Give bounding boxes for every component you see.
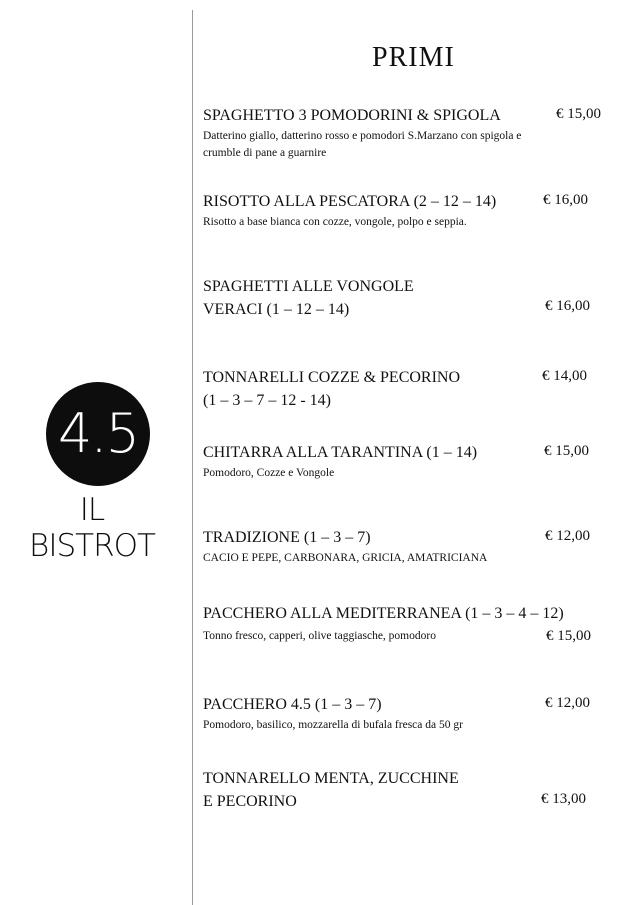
dish-description: Pomodoro, Cozze e Vongole — [203, 467, 335, 479]
dish-price: € 12,00 — [545, 695, 590, 711]
dish-name-line-2: E PECORINO — [203, 793, 297, 810]
dish-name: TRADIZIONE (1 – 3 – 7) — [203, 529, 371, 546]
dish-price: € 16,00 — [543, 192, 588, 208]
dish-price: € 15,00 — [546, 628, 591, 644]
dish-price: € 15,00 — [556, 106, 601, 122]
dish-price: € 15,00 — [544, 443, 589, 459]
dish-name-line-2: VERACI (1 – 12 – 14) — [203, 301, 350, 318]
dish-name: RISOTTO ALLA PESCATORA (2 – 12 – 14) — [203, 193, 497, 210]
dish-price: € 12,00 — [545, 528, 590, 544]
dish-name-line-1: TONNARELLI COZZE & PECORINO — [203, 369, 461, 386]
dish-description: Risotto a base bianca con cozze, vongole, polpo e seppia. — [203, 216, 467, 228]
section-title: PRIMI — [372, 42, 455, 73]
vertical-divider — [192, 10, 193, 905]
dish-price: € 16,00 — [545, 298, 590, 314]
logo-circle — [46, 382, 150, 486]
menu-item — [203, 602, 603, 645]
dish-description: Tonno fresco, capperi, olive taggiasche, pomodoro — [203, 630, 436, 642]
menu-item — [203, 275, 603, 321]
dish-name: PACCHERO ALLA MEDITERRANEA (1 – 3 – 4 – 12) — [203, 605, 564, 622]
dish-name-line-1: SPAGHETTI ALLE VONGOLE — [203, 278, 414, 295]
menu-item — [203, 441, 603, 482]
menu-item — [203, 693, 603, 734]
dish-name-line-1: TONNARELLO MENTA, ZUCCHINE — [203, 770, 459, 787]
dish-price: € 14,00 — [542, 368, 587, 384]
logo-number: 4.5 — [58, 402, 138, 465]
dish-description: CACIO E PEPE, CARBONARA, GRICIA, AMATRICIANA — [203, 552, 488, 564]
dish-name-line-2: (1 – 3 – 7 – 12 - 14) — [203, 392, 331, 409]
dish-description: Datterino giallo, datterino rosso e pomodori S.Marzano con spigola e crumble di pane a guarnire — [203, 130, 522, 159]
dish-description: Pomodoro, basilico, mozzarella di bufala fresca da 50 gr — [203, 719, 463, 731]
dish-name: SPAGHETTO 3 POMODORINI & SPIGOLA — [203, 107, 501, 124]
menu-item — [203, 526, 603, 567]
logo-name: IL BISTROT — [29, 492, 155, 564]
dish-price: € 13,00 — [541, 791, 586, 807]
menu-item — [203, 104, 603, 162]
dish-name: CHITARRA ALLA TARANTINA (1 – 14) — [203, 444, 478, 461]
bistrot-logo — [28, 382, 158, 564]
dish-name: PACCHERO 4.5 (1 – 3 – 7) — [203, 696, 382, 713]
